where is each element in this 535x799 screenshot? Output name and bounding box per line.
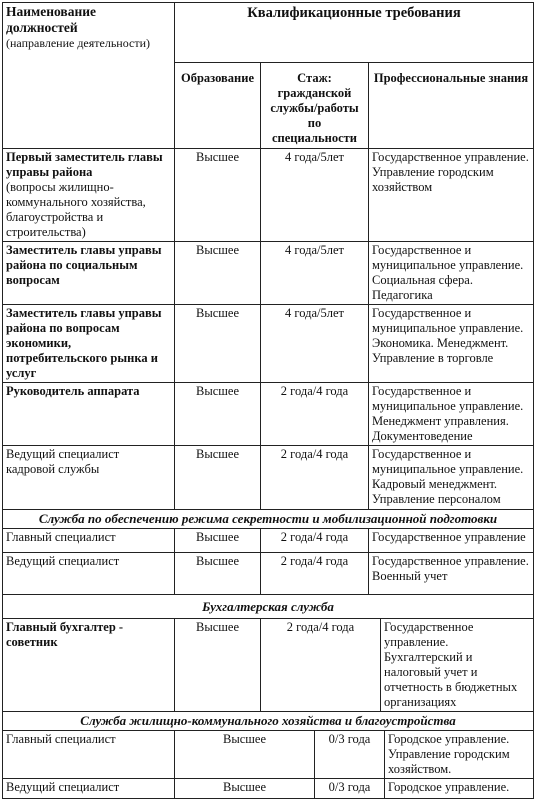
knowledge-cell: Государственное управление. Управление городским хозяйством [369,149,534,242]
experience-cell: 0/3 года [315,731,385,779]
education-cell: Высшее [175,779,315,799]
knowledge-cell: Государственное и муниципальное управление. Социальная сфера. Педагогика [369,242,534,305]
table-row [3,383,534,446]
table-row [3,553,534,595]
knowledge-cell: Государственное и муниципальное управление. Экономика. Менеджмент. Управление в торговле [369,305,534,383]
experience-cell: 0/3 года [315,779,385,799]
experience-cell: 2 года/4 года [261,619,381,712]
position-name: Первый заместитель главы управы района [6,150,163,179]
knowledge-cell: Городское управление. Управление городским хозяйством. [385,731,534,779]
position-note: (вопросы жилищно-коммунального хозяйства, благоустройства и строительства) [6,180,146,239]
education-cell: Высшее [175,553,261,595]
knowledge-cell: Государственное и муниципальное управление. Менеджмент управления. Документоведение [369,383,534,446]
education-cell: Высшее [175,731,315,779]
section-title: Служба жилищно-коммунального хозяйства и благоустройства [3,712,534,731]
position-name: Руководитель аппарата [3,383,175,446]
document-page [2,2,533,794]
section-title: Бухгалтерская служба [3,595,534,619]
table-row [3,242,534,305]
experience-cell: 2 года/4 года [261,529,369,553]
experience-cell: 4 года/5лет [261,242,369,305]
table-row [3,149,534,242]
header-qualification: Квалификационные требования [175,3,534,63]
header-position-title: Наименование должностей [6,4,96,35]
header-experience: Стаж: гражданской службы/работы по специальности [261,63,369,149]
education-cell: Высшее [175,446,261,510]
housing-table [2,730,534,799]
table-row [3,731,534,779]
accounting-table [2,618,534,731]
education-cell: Высшее [175,305,261,383]
table-row [3,305,534,383]
knowledge-cell: Городское управление. [385,779,534,799]
qualification-table [2,2,534,619]
position-name: Главный специалист [3,731,175,779]
table-row [3,446,534,510]
position-name: Ведущий специалист [3,553,175,595]
knowledge-cell: Государственное управление [369,529,534,553]
header-position-subtitle: (направление деятельности) [6,36,151,50]
knowledge-cell: Государственное управление. Бухгалтерский и налоговый учет и отчетность в бюджетных организациях [381,619,534,712]
experience-cell: 4 года/5лет [261,149,369,242]
education-cell: Высшее [175,149,261,242]
position-name: Главный бухгалтер - советник [3,619,175,712]
knowledge-cell: Государственное и муниципальное управление. Кадровый менеджмент. Управление персоналом [369,446,534,510]
position-name: Заместитель главы управы района по вопросам экономики, потребительского рынка и услуг [3,305,175,383]
experience-cell: 2 года/4 года [261,383,369,446]
header-knowledge: Профессиональные знания [369,63,534,149]
education-cell: Высшее [175,529,261,553]
table-row [3,619,534,712]
section-title: Служба по обеспечению режима секретности и мобилизационной подготовки [3,510,534,529]
header-education: Образование [175,63,261,149]
table-row [3,779,534,799]
education-cell: Высшее [175,383,261,446]
position-name: Ведущий специалист кадровой службы [3,446,175,510]
experience-cell: 4 года/5лет [261,305,369,383]
experience-cell: 2 года/4 года [261,553,369,595]
knowledge-cell: Государственное управление. Военный учет [369,553,534,595]
position-name: Главный специалист [3,529,175,553]
education-cell: Высшее [175,242,261,305]
position-name: Заместитель главы управы района по социальным вопросам [3,242,175,305]
header-position-cell [3,3,175,149]
table-row [3,529,534,553]
experience-cell: 2 года/4 года [261,446,369,510]
position-cell [3,149,175,242]
education-cell: Высшее [175,619,261,712]
position-name: Ведущий специалист [3,779,175,799]
